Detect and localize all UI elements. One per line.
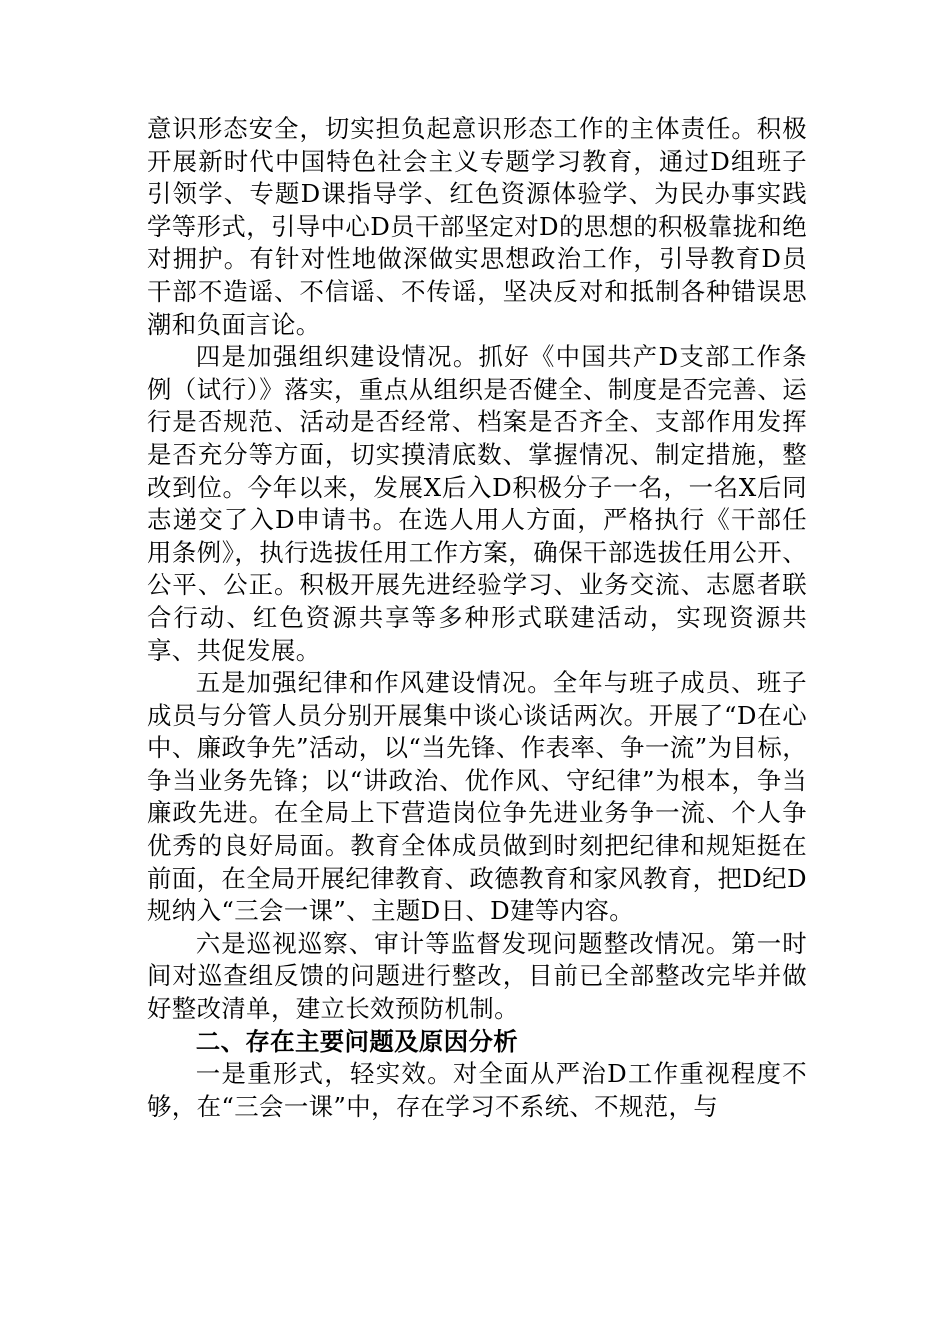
paragraph-form-over-substance: 一是重形式，轻实效。对全面从严治D工作重视程度不够，在“三会一课”中，存在学习不系统、不规范，与: [147, 1059, 807, 1121]
paragraph-organization-building: 四是加强组织建设情况。抓好《中国共产D支部工作条例（试行）》落实，重点从组织是否健全、制度是否完善、运行是否规范、活动是否经常、档案是否齐全、支部作用发挥是否充分等方面，切实摸清底数、掌握情况、制定措施，整改到位。今年以来，发展X后入D积极分子一名，一名X后同志递交了入D申请书。在选人用人方面，严格执行《干部任用条例》，执行选拔任用工作方案，确保干部选拔任用公开、公平、公正。积极开展先进经验学习、业务交流、志愿者联合行动、红色资源共享等多种形式联建活动，实现资源共享、共促发展。: [147, 342, 807, 665]
paragraph-inspection-rectification: 六是巡视巡察、审计等监督发现问题整改情况。第一时间对巡查组反馈的问题进行整改，目前已全部整改完毕并做好整改清单，建立长效预防机制。: [147, 928, 807, 1024]
paragraph-discipline-style: 五是加强纪律和作风建设情况。全年与班子成员、班子成员与分管人员分别开展集中谈心谈话两次。开展了“D在心中、廉政争先”活动，以“当先锋、作表率、争一流”为目标，争当业务先锋；以“讲政治、优作风、守纪律”为根本，争当廉政先进。在全局上下营造岗位争先进业务争一流、个人争优秀的良好局面。教育全体成员做到时刻把纪律和规矩挺在前面，在全局开展纪律教育、政德教育和家风教育，把D纪D规纳入“三会一课”、主题D日、D建等内容。: [147, 668, 807, 926]
document-page: [147, 113, 807, 1123]
section-heading-problems: 二、存在主要问题及原因分析: [195, 1026, 519, 1056]
paragraph-ideology-continuation: 意识形态安全，切实担负起意识形态工作的主体责任。积极开展新时代中国特色社会主义专题学习教育，通过D组班子引领学、专题D课指导学、红色资源体验学、为民办事实践学等形式，引导中心D员干部坚定对D的思想的积极靠拢和绝对拥护。有针对性地做深做实思想政治工作，引导教育D员干部不造谣、不信谣、不传谣，坚决反对和抵制各种错误思潮和负面言论。: [147, 114, 807, 339]
